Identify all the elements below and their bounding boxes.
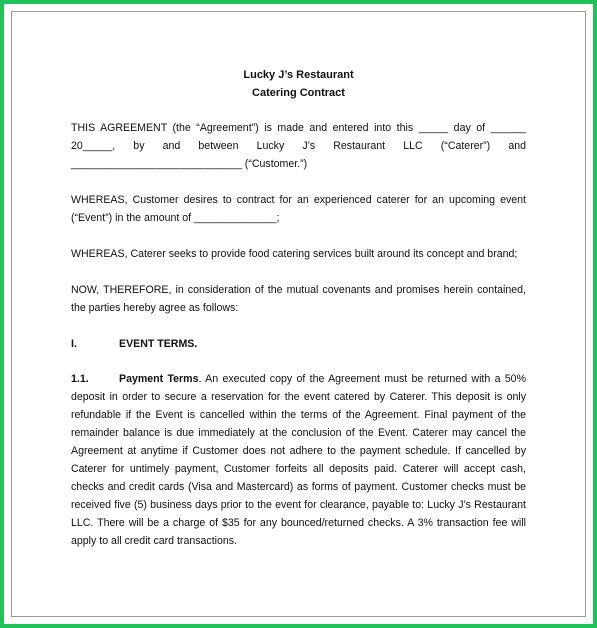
whereas-customer-paragraph xyxy=(71,191,526,227)
now-line-2: the parties hereby agree as follows: xyxy=(71,302,239,314)
document-subtitle: Catering Contract xyxy=(252,87,345,99)
clause-number: 1.1. xyxy=(71,373,89,385)
clause-title: Payment Terms xyxy=(119,373,199,385)
agreement-line-2: 20_____, by and between Lucky J’s Restaurant LLC (“Caterer”) and xyxy=(71,140,526,152)
agreement-line-3: _____________________________ (“Customer.”) xyxy=(71,158,308,170)
agreement-paragraph xyxy=(71,119,526,173)
whereas1-line-1: WHEREAS, Customer desires to contract for an experienced caterer for an upcoming event xyxy=(71,194,526,206)
section-title: EVENT TERMS. xyxy=(119,338,198,350)
now-therefore-paragraph xyxy=(71,281,526,317)
whereas-caterer-paragraph: WHEREAS, Caterer seeks to provide food catering services built around its concept and brand; xyxy=(71,248,518,260)
payment-terms-clause xyxy=(71,370,526,550)
section-heading xyxy=(71,335,526,353)
document-page xyxy=(71,66,526,568)
document-title: Lucky J’s Restaurant xyxy=(243,69,354,81)
clause-text: . An executed copy of the Agreement must be returned with a 50% deposit in order to secure a reservation for the event catered by Caterer. This deposit is only refundable if the Event is cancelled within the terms of the Agreement. Final payment of the remainder balance is due immediately at the conclusion of the Event. Caterer may cancel the Agreement at anytime if Customer does not adhere to the payment schedule. If cancelled by Caterer for untimely payment, Customer forfeits all deposits paid. Caterer will accept cash, checks and credit cards (Visa and Mastercard) as forms of payment. Customer checks must be received five (5) business days prior to the event for clearance, payable to: Lucky J’s Restaurant LLC. There will be a charge of $35 for any bounced/returned checks. A 3% transaction fee will apply to all credit card transactions. xyxy=(71,373,526,547)
now-line-1: NOW, THEREFORE, in consideration of the mutual covenants and promises herein contained, xyxy=(71,284,526,296)
section-number: I. xyxy=(71,338,77,350)
whereas1-line-2: (“Event”) in the amount of ______________; xyxy=(71,212,280,224)
agreement-line-1: THIS AGREEMENT (the “Agreement”) is made and entered into this _____ day of ______ xyxy=(71,122,526,134)
